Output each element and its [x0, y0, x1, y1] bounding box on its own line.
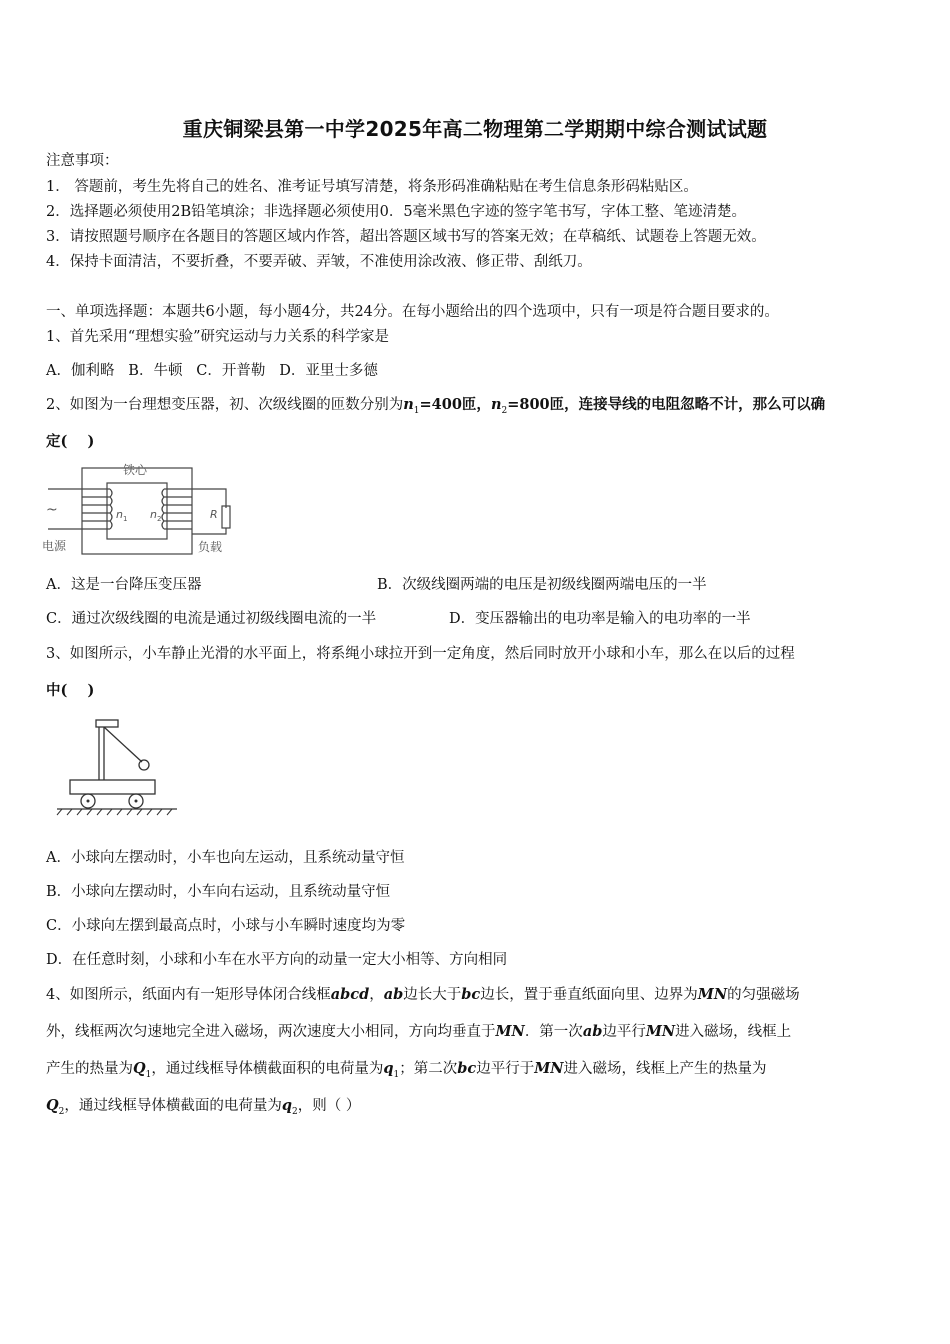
q2-n1-sub: 1: [413, 405, 420, 416]
q4-l3-a: 产生的热量为: [46, 1061, 133, 1077]
q2-n2-value: =800匝，连接导线的电阻忽略不计，那么可以确: [507, 396, 826, 413]
q4-l1-abcd: abcd: [330, 986, 370, 1003]
core-label: 铁心: [122, 463, 148, 477]
q4-l1-e: 的匀强磁场: [727, 987, 800, 1003]
q4-l3-b: ，通过线框导体横截面积的电荷量为: [151, 1061, 384, 1077]
page-title: 重庆铜梁县第一中学2025年高二物理第二学期期中综合测试试题: [182, 117, 768, 141]
ground-hatching: [57, 809, 172, 815]
q4-l2-a: 外，线框两次匀速地完全进入磁场，两次速度大小相同，方向均垂直于: [46, 1024, 496, 1040]
q1-stem: 1、首先采用“理想实验”研究运动与力关系的科学家是: [46, 329, 390, 345]
q4-l2-mn2: MN: [645, 1023, 676, 1040]
q4-l4-a: ，通过线框导体横截面的电荷量为: [64, 1098, 282, 1114]
q4-l4-q2-sub: 2: [292, 1106, 298, 1117]
q4-l4-q2: q: [281, 1097, 293, 1114]
q4-l1-c: 边长大于: [403, 987, 462, 1003]
section-heading: 一、单项选择题：本题共6小题，每小题4分，共24分。在每小题给出的四个选项中，只有一项是符合题目要求的。: [46, 304, 779, 320]
q4-l3-bc: bc: [457, 1060, 477, 1077]
ac-symbol: ~: [46, 502, 58, 518]
q4-l3-q1-sub: 1: [393, 1069, 400, 1080]
q4-l1-mn: MN: [697, 986, 728, 1003]
q3-stem-line1: 3、如图所示，小车静止光滑的水平面上，将系绳小球拉开到一定角度，然后同时放开小球和小车，那么在以后的过程: [46, 646, 795, 662]
q2-stem-a: 2、如图为一台理想变压器，初、次级线圈的匝数分别为: [46, 397, 404, 413]
q4-line4: [46, 1096, 360, 1122]
q3-option-c: C．小球向左摆到最高点时，小球与小车瞬时速度均为零: [46, 918, 406, 934]
pendulum-post: [99, 727, 104, 780]
q4-l3-Q1: Q: [133, 1060, 146, 1077]
pendulum-string: [104, 727, 142, 762]
q2-n2-sub: 2: [501, 405, 508, 416]
q4-l1-d: 边长，置于垂直纸面向里、边界为: [480, 987, 698, 1003]
q2-n1-symbol: n: [403, 396, 414, 413]
load-label: 负载: [198, 540, 223, 554]
q4-l2-d: 进入磁场，线框上: [675, 1024, 792, 1040]
q2-option-a: A．这是一台降压变压器: [46, 577, 202, 593]
q2-option-c: C．通过次级线圈的电流是通过初级线圈电流的一半: [46, 611, 377, 627]
transformer-diagram: [40, 458, 240, 558]
q2-n2-symbol: n: [490, 396, 502, 413]
q3-stem-line2: 中( ): [46, 682, 95, 699]
q4-l3-mn: MN: [534, 1060, 564, 1077]
q2-n1-value: =400匝，: [419, 396, 491, 413]
q4-l1-bc: bc: [461, 986, 481, 1003]
q4-l3-Q1-sub: 1: [145, 1069, 152, 1080]
q3-option-b: B．小球向左摆动时，小车向右运动，且系统动量守恒: [46, 884, 391, 900]
resistor: [222, 506, 230, 528]
pendulum-top-bar: [96, 720, 118, 727]
iron-core-outer: [82, 468, 192, 554]
q4-l4-Q2: Q: [46, 1097, 59, 1114]
cart-body: [70, 780, 155, 794]
q4-l3-e: 进入磁场，线框上产生的热量为: [563, 1061, 767, 1077]
n2-label-sub: 2: [157, 515, 162, 523]
n1-label-sub: 1: [123, 515, 128, 523]
source-label: 电源: [42, 539, 67, 553]
notice-item-3: 3．请按照题号顺序在各题目的答题区域内作答，超出答题区域书写的答案无效；在草稿纸、试题卷上答题无效。: [46, 229, 766, 245]
q4-l1-a: 4、如图所示，纸面内有一矩形导体闭合线框: [46, 987, 331, 1003]
notice-item-2: 2．选择题必须使用2B铅笔填涂；非选择题必须使用0．5毫米黑色字迹的签字笔书写，字体工整、笔迹清楚。: [46, 204, 747, 220]
notice-item-1: 1． 答题前，考生先将自己的姓名、准考证号填写清楚，将条形码准确粘贴在考生信息条形码粘贴区。: [46, 179, 698, 195]
n1-label: n: [116, 508, 123, 521]
q4-line2: [46, 1022, 791, 1042]
q2-stem-line2: 定( ): [46, 433, 95, 450]
notice-item-4: 4．保持卡面清洁，不要折叠，不要弄破、弄皱，不准使用涂改液、修正带、刮纸刀。: [46, 254, 592, 270]
q2-option-b: B．次级线圈两端的电压是初级线圈两端电压的一半: [377, 577, 707, 593]
cart-pendulum-diagram: [52, 712, 182, 822]
q4-l2-mn: MN: [495, 1023, 525, 1040]
q3-option-d: D．在任意时刻，小球和小车在水平方向的动量一定大小相等、方向相同: [46, 952, 508, 968]
n2-label: n: [150, 508, 157, 521]
wheel-axle-right: [135, 800, 138, 803]
q4-l3-d: 边平行于: [476, 1061, 535, 1077]
q2-option-d: D．变压器输出的电功率是输入的电功率的一半: [449, 611, 751, 627]
q4-l3-c: ；第二次: [399, 1061, 458, 1077]
q4-l2-b: ．第一次: [524, 1024, 583, 1040]
q2-stem-line1: [46, 395, 825, 421]
q1-options: A．伽利略 B．牛顿 C．开普勒 D．亚里士多德: [46, 363, 378, 379]
r-label: R: [210, 508, 218, 521]
q4-l2-ab: ab: [582, 1023, 603, 1040]
q4-l1-b: ，: [369, 987, 384, 1003]
q4-l1-ab: ab: [383, 986, 404, 1003]
q4-line3: [46, 1059, 767, 1085]
q4-line1: [46, 985, 800, 1005]
q3-option-a: A．小球向左摆动时，小车也向左运动，且系统动量守恒: [46, 850, 405, 866]
notice-heading: 注意事项：: [46, 153, 119, 169]
pendulum-ball: [139, 760, 149, 770]
q4-l3-q1: q: [383, 1060, 394, 1077]
load-wires: [192, 489, 226, 534]
wheel-axle-left: [87, 800, 90, 803]
q4-l2-c: 边平行: [602, 1024, 646, 1040]
q4-l4-b: ，则（ ）: [297, 1098, 361, 1114]
q4-l4-Q2-sub: 2: [58, 1106, 65, 1117]
